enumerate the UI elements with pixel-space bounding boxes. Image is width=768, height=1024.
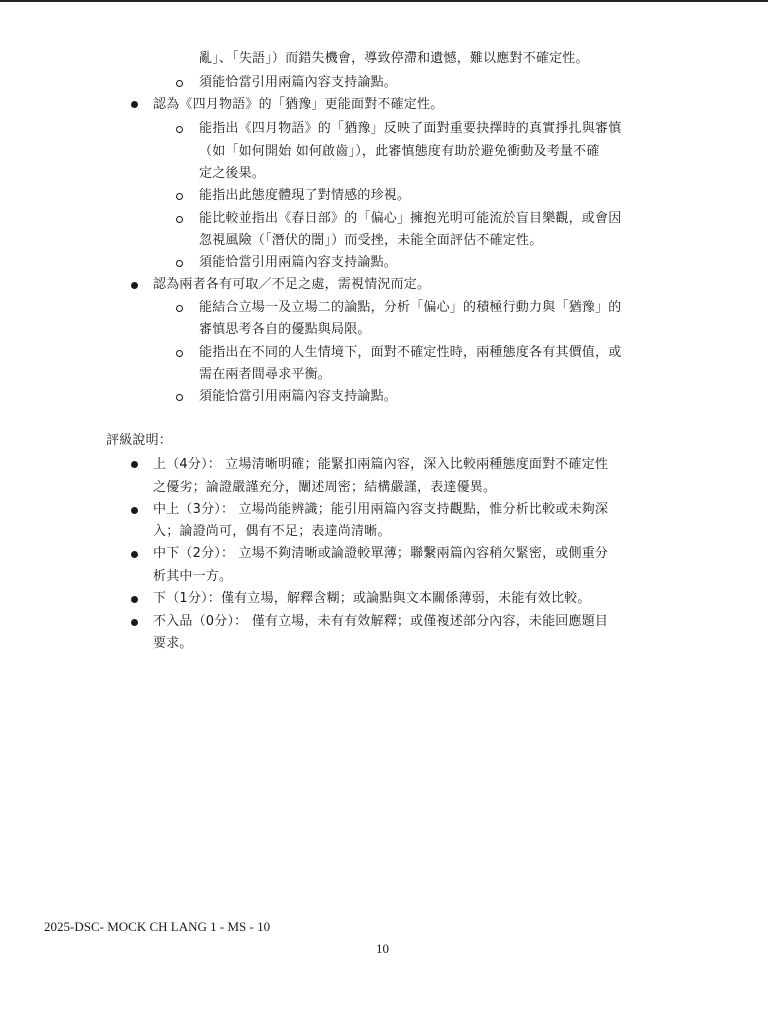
text-line: 認為《四月物語》的「猶豫」更能面對不確定性。	[153, 97, 444, 112]
text-line: 忽視風險（「潛伏的闇」）而受挫，未能全面評估不確定性。	[199, 233, 543, 248]
text-line: 入；論證尚可，偶有不足；表達尚清晰。	[153, 524, 391, 539]
text-line: 須能恰當引用兩篇內容支持論點。	[199, 75, 398, 90]
bullet-icon	[131, 619, 138, 626]
bullet-icon	[131, 101, 138, 108]
bullet-icon	[131, 596, 138, 603]
text-line: 能結合立場一及立場二的論點，分析「偏心」的積極行動力與「猶豫」的	[199, 300, 622, 315]
text-line: （如「如何開始 如何啟齒」），此審慎態度有助於避免衝動及考量不確	[199, 144, 600, 159]
text-line: 亂」、「失語」）而錯失機會，導致停滯和遺憾，難以應對不確定性。	[199, 51, 589, 66]
text-line: 析其中一方。	[153, 569, 233, 584]
document-code: 2025-DSC- MOCK CH LANG 1 - MS - 10	[44, 919, 271, 934]
text-line: 下（1分）：僅有立場，解釋含糊；或論點與文本關係薄弱，未能有效比較。	[153, 591, 591, 606]
text-line: 能指出《四月物語》的「猶豫」反映了面對重要抉擇時的真實掙扎與審慎	[199, 121, 622, 136]
sub-bullet-icon	[176, 394, 183, 401]
text-line: 上（4分）： 立場清晰明確；能緊扣兩篇內容，深入比較兩種態度面對不確定性	[153, 457, 609, 472]
page-number: 10	[376, 941, 389, 956]
text-line: 認為兩者各有可取／不足之處，需視情況而定。	[153, 277, 431, 292]
top-border	[0, 0, 768, 2]
text-line: 需在兩者間尋求平衡。	[199, 367, 332, 382]
sub-bullet-icon	[176, 260, 183, 267]
text-line: 定之後果。	[199, 166, 266, 181]
text-line: 不入品（0分）： 僅有立場，未有有效解釋；或僅複述部分內容，未能回應題目	[153, 614, 609, 629]
text-line: 審慎思考各自的優點與局限。	[199, 322, 371, 337]
text-line: 中上（3分）： 立場尚能辨識；能引用兩篇內容支持觀點，惟分析比較或未夠深	[153, 502, 609, 517]
bullet-icon	[131, 551, 138, 558]
text-line: 須能恰當引用兩篇內容支持論點。	[199, 255, 398, 270]
text-line: 須能恰當引用兩篇內容支持論點。	[199, 389, 398, 404]
section-heading: 評級說明：	[106, 433, 173, 448]
sub-bullet-icon	[176, 350, 183, 357]
text-line: 能指出在不同的人生情境下，面對不確定性時，兩種態度各有其價值，或	[199, 345, 622, 360]
sub-bullet-icon	[176, 193, 183, 200]
text-line: 能比較並指出《春日部》的「偏心」擁抱光明可能流於盲目樂觀，或會因	[199, 211, 622, 226]
sub-bullet-icon	[176, 126, 183, 133]
bullet-icon	[131, 282, 138, 289]
sub-bullet-icon	[176, 305, 183, 312]
text-line: 中下（2分）： 立場不夠清晰或論證較單薄；聯繫兩篇內容稍欠緊密，或側重分	[153, 546, 609, 561]
text-line: 之優劣；論證嚴謹充分，闡述周密；結構嚴謹，表達優異。	[153, 480, 497, 495]
bullet-icon	[131, 461, 138, 468]
sub-bullet-icon	[176, 80, 183, 87]
text-line: 能指出此態度體現了對情感的珍視。	[199, 188, 411, 203]
sub-bullet-icon	[176, 216, 183, 223]
text-line: 要求。	[153, 636, 193, 651]
bullet-icon	[131, 507, 138, 514]
